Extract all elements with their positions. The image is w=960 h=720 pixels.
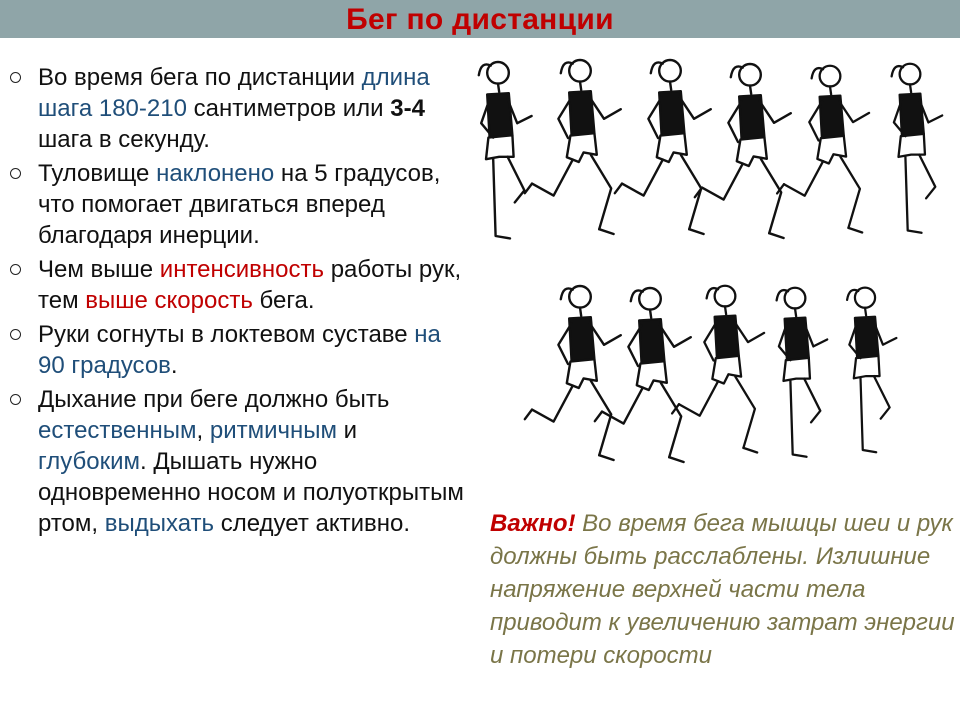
note-text: Во время бега мышцы шеи и рук должны быть расслаблены. Излишние напряжение верхней части тела приводит к увеличению затрат энергии и потери скорости <box>490 510 955 669</box>
runner-figure <box>479 62 532 238</box>
runner-figure <box>525 286 621 460</box>
runner-figure <box>777 288 828 457</box>
runner-sequence-illustration <box>470 46 958 476</box>
runner-figure <box>595 288 691 462</box>
bullet-circle-icon <box>10 264 21 275</box>
runner-row-bottom <box>525 286 897 462</box>
bullet-item-arms-intensity: Чем выше интенсивность работы рук, тем выше скорость бега. <box>6 254 466 316</box>
runner-figure <box>672 286 764 453</box>
runner-figure <box>892 64 943 233</box>
important-note <box>490 507 955 672</box>
bullet-circle-icon <box>10 329 21 340</box>
bullet-list <box>6 62 466 542</box>
bullet-circle-icon <box>10 394 21 405</box>
runner-figure <box>525 60 621 234</box>
bullet-item-torso: Туловище наклонено на 5 градусов, что помогает двигаться вперед благодаря инерции. <box>6 158 466 251</box>
note-label: Важно! <box>490 510 576 537</box>
slide-title: Бег по дистанции <box>346 3 614 36</box>
bullet-item-breathing: Дыхание при беге должно быть естественным, ритмичным и глубоким. Дышать нужно одновременно носом и полуоткрытым ртом, выдыхать следует активно. <box>6 384 466 539</box>
bullet-item-stride: Во время бега по дистанции длина шага 180-210 сантиметров или 3-4 шага в секунду. <box>6 62 466 155</box>
runner-figure <box>695 64 791 238</box>
runner-figure <box>847 288 896 453</box>
bullet-circle-icon <box>10 72 21 83</box>
runner-figure <box>777 66 869 233</box>
runner-figure <box>615 60 711 234</box>
bullet-item-elbow: Руки согнуты в локтевом суставе на 90 градусов. <box>6 319 466 381</box>
bullet-circle-icon <box>10 168 21 179</box>
runner-row-top <box>479 60 942 238</box>
